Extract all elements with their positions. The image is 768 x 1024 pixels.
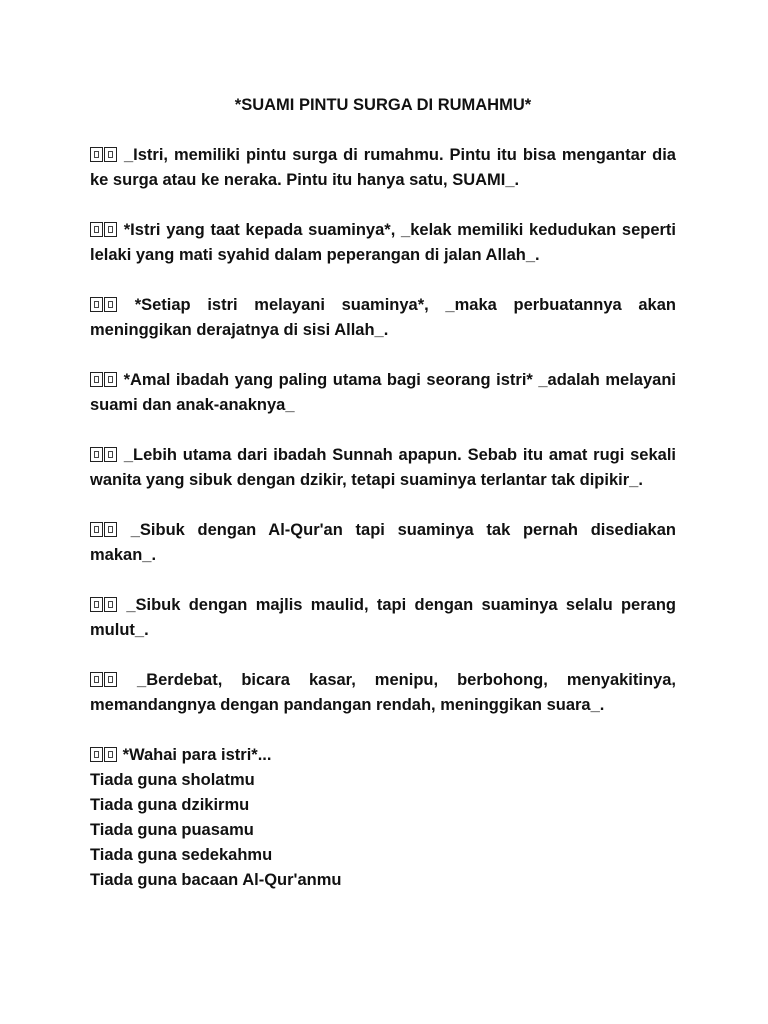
closing-line: Tiada guna bacaan Al-Qur'anmu (90, 871, 342, 889)
emoji-placeholder-icon (90, 447, 103, 462)
paragraph (90, 218, 676, 268)
paragraph (90, 368, 676, 418)
paragraph (90, 668, 676, 718)
closing-section (90, 743, 676, 893)
paragraph-text: _Istri, memiliki pintu surga di rumahmu. Pintu itu bisa mengantar dia ke surga atau ke neraka. Pintu itu hanya satu, SUAMI_. (90, 146, 676, 189)
paragraph-text: _Berdebat, bicara kasar, menipu, berbohong, menyakitinya, memandangnya dengan pandangan rendah, meninggikan suara_. (90, 671, 676, 714)
paragraph (90, 443, 676, 493)
emoji-placeholder-icon (104, 672, 117, 687)
emoji-placeholder-icon (90, 372, 103, 387)
emoji-placeholder-icon (90, 222, 103, 237)
document-title: *SUAMI PINTU SURGA DI RUMAHMU* (234, 96, 532, 114)
closing-line: Tiada guna sedekahmu (90, 846, 273, 864)
emoji-placeholder-icon (104, 372, 117, 387)
paragraph-text: _Sibuk dengan majlis maulid, tapi dengan suaminya selalu perang mulut_. (90, 596, 676, 639)
emoji-placeholder-icon (104, 747, 117, 762)
closing-line: Tiada guna puasamu (90, 821, 254, 839)
emoji-placeholder-icon (104, 297, 117, 312)
paragraph (90, 593, 676, 643)
emoji-placeholder-icon (104, 447, 117, 462)
emoji-placeholder-icon (104, 222, 117, 237)
paragraph (90, 143, 676, 193)
emoji-placeholder-icon (90, 597, 103, 612)
emoji-placeholder-icon (90, 522, 103, 537)
emoji-placeholder-icon (104, 147, 117, 162)
document-page (90, 93, 676, 893)
closing-heading (90, 743, 676, 768)
closing-line: Tiada guna sholatmu (90, 771, 255, 789)
emoji-placeholder-icon (104, 597, 117, 612)
emoji-placeholder-icon (90, 672, 103, 687)
paragraph (90, 518, 676, 568)
closing-line: Tiada guna dzikirmu (90, 796, 250, 814)
closing-heading-text: *Wahai para istri*... (122, 746, 272, 764)
paragraph (90, 293, 676, 343)
emoji-placeholder-icon (90, 747, 103, 762)
emoji-placeholder-icon (90, 147, 103, 162)
paragraph-text: *Istri yang taat kepada suaminya*, _kelak memiliki kedudukan seperti lelaki yang mati syahid dalam peperangan di jalan Allah_. (90, 221, 677, 264)
paragraph-text: *Setiap istri melayani suaminya*, _maka perbuatannya akan meninggikan derajatnya di sisi Allah_. (90, 296, 676, 339)
emoji-placeholder-icon (104, 522, 117, 537)
paragraph-text: *Amal ibadah yang paling utama bagi seorang istri* _adalah melayani suami dan anak-anaknya_ (90, 371, 676, 414)
emoji-placeholder-icon (90, 297, 103, 312)
paragraph-text: _Lebih utama dari ibadah Sunnah apapun. Sebab itu amat rugi sekali wanita yang sibuk dengan dzikir, tetapi suaminya terlantar tak dipikir_. (90, 446, 677, 489)
paragraph-text: _Sibuk dengan Al-Qur'an tapi suaminya tak pernah disediakan makan_. (90, 521, 676, 564)
